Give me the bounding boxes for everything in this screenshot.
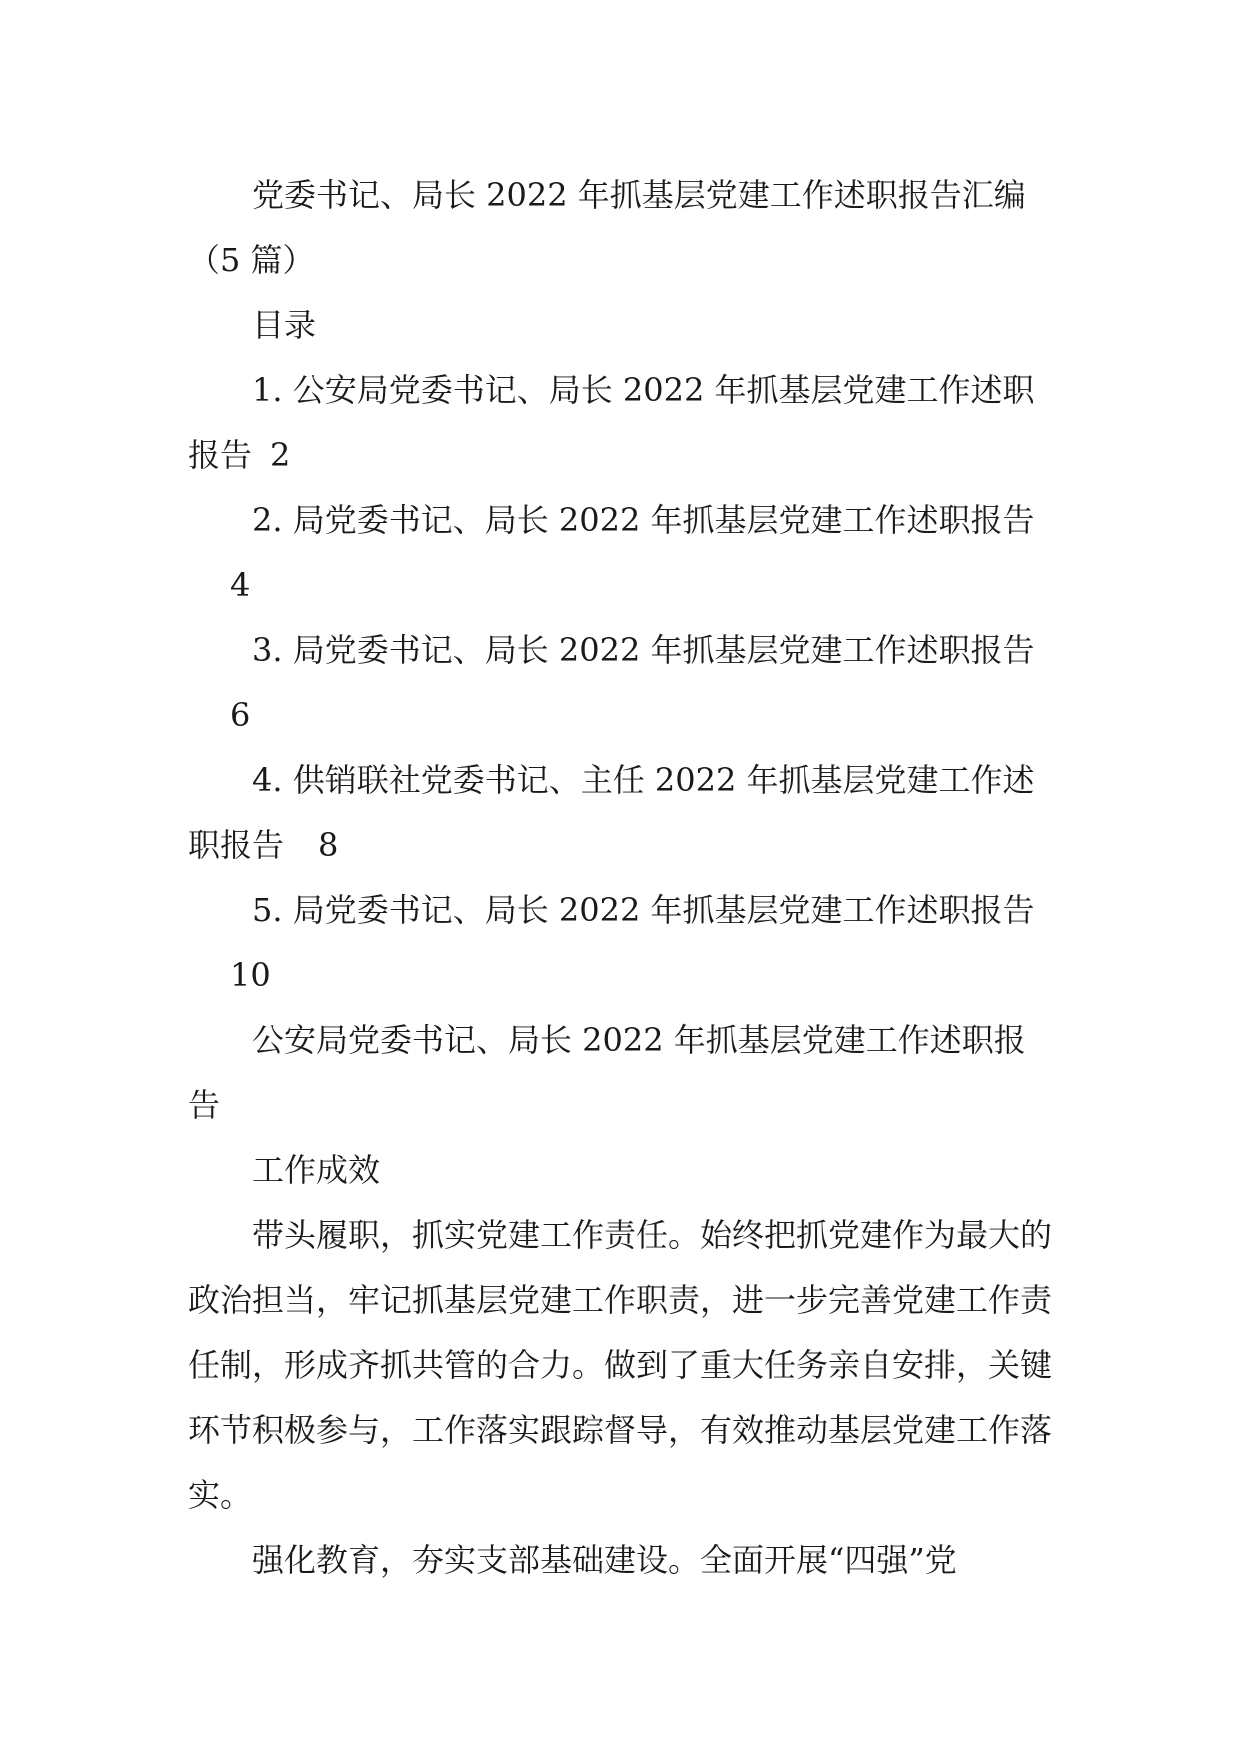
toc-page-number: 8: [318, 826, 339, 864]
toc-entry-text: 5. 局党委书记、局长 2022 年抓基层党建工作述职报告: [252, 891, 1035, 929]
toc-page-number: 10: [230, 956, 271, 994]
toc-page-number: 4: [230, 566, 251, 604]
toc-page-number: 2: [270, 436, 291, 474]
toc-entry-text-continued: 职报告: [188, 826, 285, 864]
toc-entry-text: 2. 局党委书记、局长 2022 年抓基层党建工作述职报告: [252, 501, 1035, 539]
toc-entry-2: [188, 488, 1052, 618]
section-title: [188, 1008, 1052, 1138]
section-title-line-1: 公安局党委书记、局长 2022 年抓基层党建工作述职报: [252, 1021, 1026, 1059]
document-title-line-1: 党委书记、局长 2022 年抓基层党建工作述职报告汇编: [252, 176, 1026, 214]
section-title-line-2: 告: [188, 1086, 221, 1124]
subheading: 工作成效: [252, 1151, 381, 1189]
toc-entry-3: [188, 618, 1052, 748]
toc-entry-text: 3. 局党委书记、局长 2022 年抓基层党建工作述职报告: [252, 631, 1035, 669]
toc-entry-text: 1. 公安局党委书记、局长 2022 年抓基层党建工作述职: [252, 371, 1035, 409]
document-title-line-2: （5 篇）: [188, 241, 315, 279]
body-paragraph-2: 强化教育，夯实支部基础建设。全面开展“四强”党: [252, 1541, 957, 1579]
toc-entry-5: [188, 878, 1052, 1008]
toc-entry-text-continued: 报告: [188, 436, 253, 474]
document-title: [188, 163, 1052, 293]
toc-entry-4: [188, 748, 1052, 878]
body-paragraph-1: 带头履职，抓实党建工作责任。始终把抓党建作为最大的政治担当，牢记抓基层党建工作职责，进一步完善党建工作责任制，形成齐抓共管的合力。做到了重大任务亲自安排，关键环节积极参与，工作落实跟踪督导，有效推动基层党建工作落实。: [188, 1216, 1053, 1514]
toc-entry-1: [188, 358, 1052, 488]
toc-heading: 目录: [252, 306, 317, 344]
toc-page-number: 6: [230, 696, 251, 734]
toc-entry-text: 4. 供销联社党委书记、主任 2022 年抓基层党建工作述: [252, 761, 1035, 799]
